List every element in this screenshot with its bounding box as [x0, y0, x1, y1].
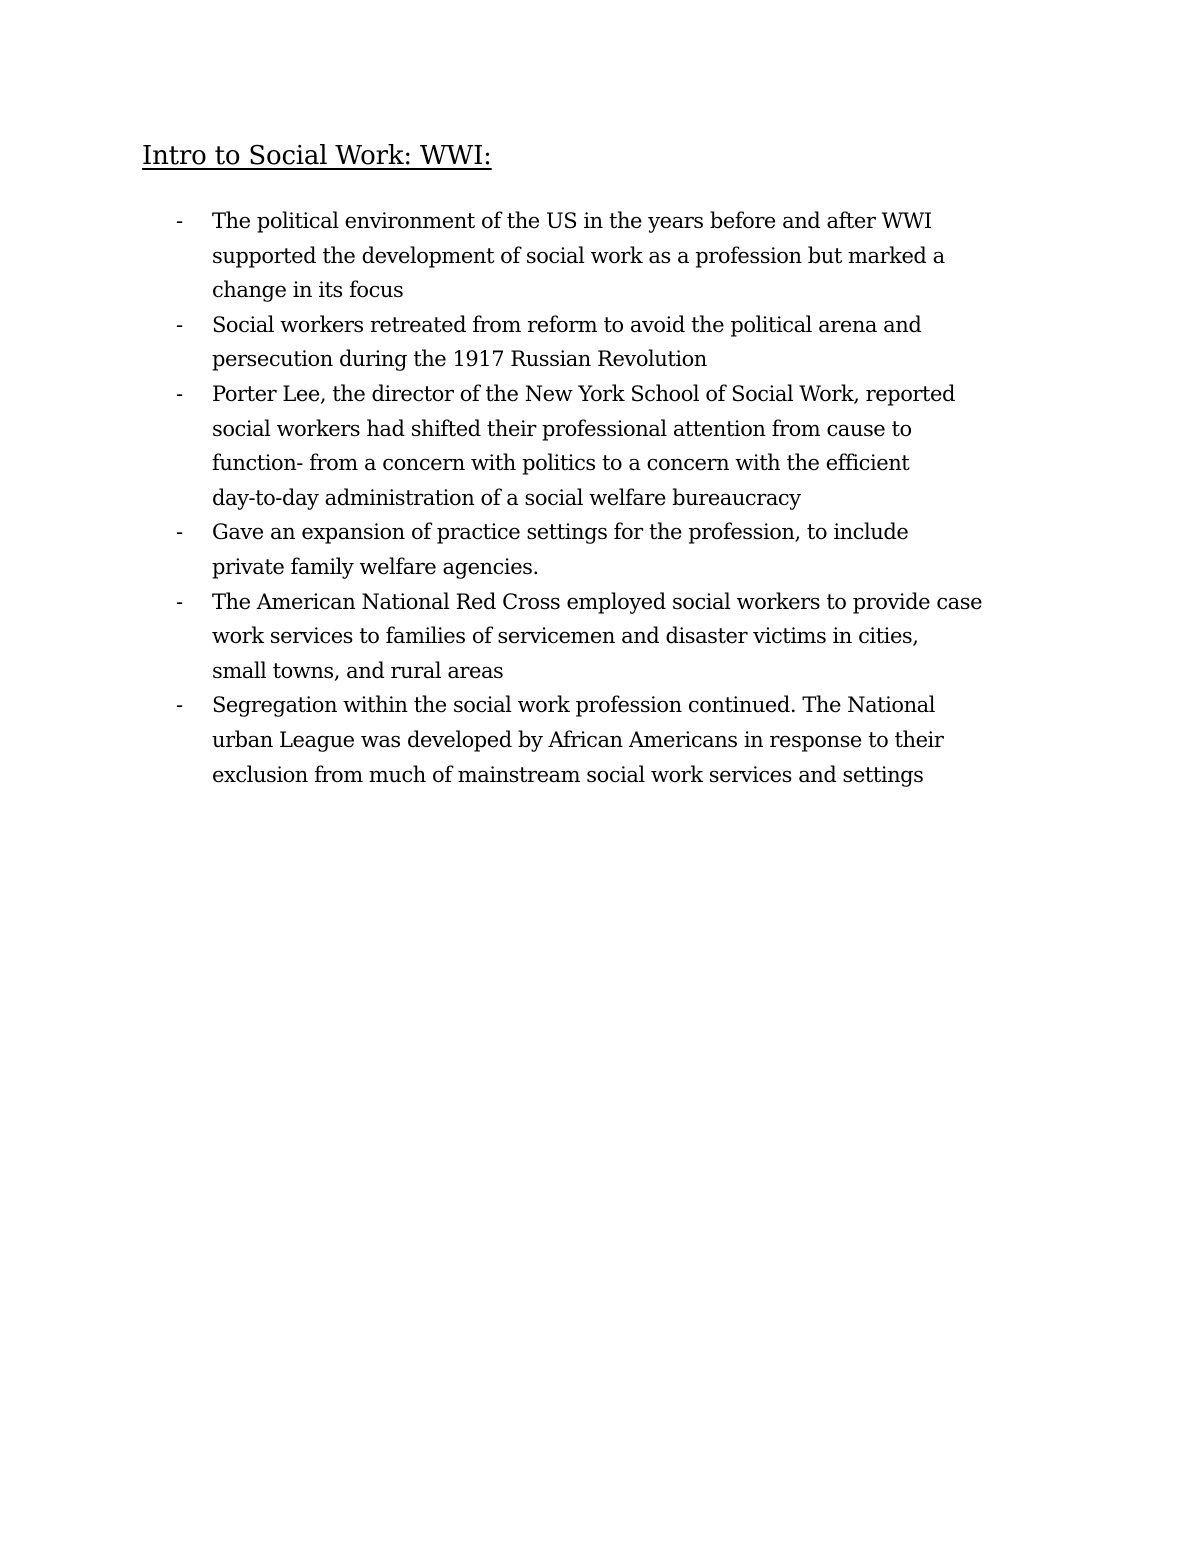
bullet-item [172, 308, 1072, 377]
bullet-marker: - [176, 589, 184, 614]
bullet-line: supported the development of social work as a profession but marked a [212, 243, 945, 268]
bullet-item [172, 515, 1072, 584]
bullet-marker: - [176, 209, 184, 233]
bullet-line: function- from a concern with politics to a concern with the efficient [212, 451, 910, 476]
bullet-line: private family welfare agencies. [212, 554, 539, 579]
bullet-line: Social workers retreated from reform to avoid the political arena and [212, 312, 922, 337]
bullet-marker: - [176, 693, 184, 718]
bullet-line: The American National Red Cross employed social workers to provide case [212, 589, 983, 614]
bullet-line: Segregation within the social work profession continued. The National [212, 693, 936, 718]
bullet-line: Porter Lee, the director of the New York School of Social Work, reported [212, 381, 955, 406]
bullet-line: exclusion from much of mainstream social work services and settings [212, 762, 924, 787]
bullet-list [172, 204, 1072, 792]
bullet-marker: - [176, 312, 184, 337]
bullet-line: day-to-day administration of a social welfare bureaucracy [212, 485, 801, 510]
bullet-line: Gave an expansion of practice settings for the profession, to include [212, 520, 909, 545]
bullet-line: social workers had shifted their professional attention from cause to [212, 416, 912, 441]
bullet-marker: - [176, 520, 184, 545]
bullet-line: work services to families of servicemen and disaster victims in cities, [212, 624, 919, 649]
bullet-item [172, 688, 1072, 792]
bullet-line: The political environment of the US in the years before and after WWI [212, 209, 932, 233]
bullet-marker: - [176, 381, 184, 406]
document-title: Intro to Social Work: WWI: [142, 141, 492, 171]
bullet-line: persecution during the 1917 Russian Revolution [212, 347, 707, 372]
bullet-item [172, 585, 1072, 689]
bullet-item [172, 377, 1072, 515]
bullet-line: urban League was developed by African Americans in response to their [212, 727, 944, 752]
bullet-item [172, 204, 1072, 308]
bullet-line: change in its focus [212, 278, 404, 303]
bullet-line: small towns, and rural areas [212, 658, 504, 683]
